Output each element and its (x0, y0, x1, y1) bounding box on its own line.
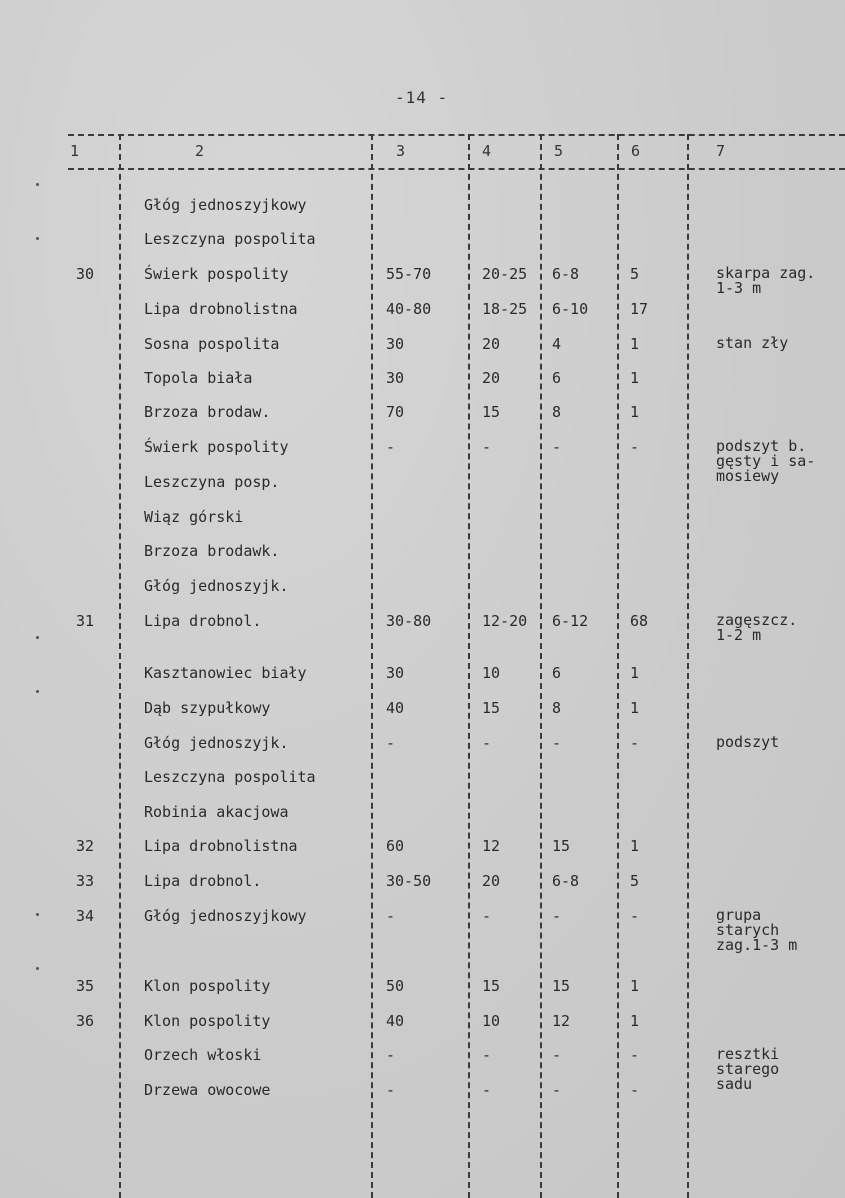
table-cell-c4: 20 (482, 872, 501, 890)
table-cell-c2: Lipa drobnol. (144, 872, 262, 890)
table-cell-c6: - (630, 1046, 640, 1064)
table-cell-c4: - (482, 1046, 492, 1064)
table-cell-c2: Głóg jednoszyjk. (144, 734, 289, 752)
table-cell-c3: 30 (386, 369, 405, 387)
table-cell-c6: 5 (630, 265, 640, 283)
table-cell-c1: 32 (75, 837, 95, 855)
table-cell-c5: 8 (552, 403, 562, 421)
table-cell-c2: Głóg jednoszyjkowy (144, 907, 307, 925)
header-col-2: 2 (195, 142, 205, 160)
table-cell-c4: 20-25 (482, 265, 528, 283)
table-cell-c5: - (552, 734, 562, 752)
table-cell-c2: Głóg jednoszyjk. (144, 577, 289, 595)
table-cell-c2: Kasztanowiec biały (144, 664, 307, 682)
table-cell-c3: 40 (386, 699, 405, 717)
table-cell-c3: - (386, 1081, 396, 1099)
table-cell-c3: 60 (386, 837, 405, 855)
column-divider (540, 134, 542, 1198)
table-cell-c2: Lipa drobnolistna (144, 300, 298, 318)
table-cell-c4: 15 (482, 977, 501, 995)
table-cell-c6: - (630, 734, 640, 752)
table-cell-c2: Lipa drobnol. (144, 612, 262, 630)
table-cell-c3: 30 (386, 335, 405, 353)
table-cell-c6: 68 (630, 612, 649, 630)
table-cell-c6: 1 (630, 664, 640, 682)
table-cell-c6: 5 (630, 872, 640, 890)
column-divider (617, 134, 619, 1198)
header-col-4: 4 (482, 142, 492, 160)
table-cell-c1: 31 (75, 612, 95, 630)
table-cell-c2: Orzech włoski (144, 1046, 262, 1064)
table-cell-c2: Topola biała (144, 369, 253, 387)
table-cell-c7: stan zły (716, 334, 789, 352)
table-cell-c7: zagęszcz. 1-2 m (716, 611, 798, 644)
table-cell-c2: Klon pospolity (144, 1012, 271, 1030)
table-cell-c6: 1 (630, 369, 640, 387)
table-cell-c3: 30-50 (386, 872, 432, 890)
table-cell-c6: 1 (630, 699, 640, 717)
table-cell-c2: Drzewa owocowe (144, 1081, 271, 1099)
table-cell-c7: skarpa zag. 1-3 m (716, 264, 816, 297)
table-cell-c3: - (386, 907, 396, 925)
header-col-7: 7 (716, 142, 726, 160)
header-col-1: 1 (70, 142, 80, 160)
table-cell-c3: - (386, 1046, 396, 1064)
table-cell-c6: - (630, 907, 640, 925)
table-top-rule (68, 134, 845, 136)
table-cell-c4: 10 (482, 664, 501, 682)
table-cell-c4: 12-20 (482, 612, 528, 630)
table-cell-c5: 6-12 (552, 612, 589, 630)
table-cell-c7: resztki starego sadu (716, 1045, 780, 1093)
table-cell-c5: - (552, 1046, 562, 1064)
table-cell-c2: Sosna pospolita (144, 335, 280, 353)
table-cell-c4: 15 (482, 403, 501, 421)
table-cell-c2: Dąb szypułkowy (144, 699, 271, 717)
table-cell-c3: 40-80 (386, 300, 432, 318)
table-cell-c2: Świerk pospolity (144, 265, 289, 283)
column-divider (119, 134, 121, 1198)
table-cell-c5: 15 (552, 977, 571, 995)
table-cell-c2: Klon pospolity (144, 977, 271, 995)
table-cell-c6: 1 (630, 977, 640, 995)
table-cell-c1: 35 (75, 977, 95, 995)
table-cell-c4: - (482, 438, 492, 456)
table-cell-c5: - (552, 1081, 562, 1099)
table-cell-c7: podszyt b. gęsty i sa- mosiewy (716, 437, 816, 485)
margin-mark (36, 237, 39, 240)
table-cell-c6: 1 (630, 403, 640, 421)
table-cell-c3: 30-80 (386, 612, 432, 630)
table-cell-c5: - (552, 907, 562, 925)
table-cell-c4: - (482, 1081, 492, 1099)
table-cell-c3: 50 (386, 977, 405, 995)
table-cell-c4: - (482, 907, 492, 925)
table-cell-c5: - (552, 438, 562, 456)
table-cell-c6: - (630, 1081, 640, 1099)
table-cell-c4: 10 (482, 1012, 501, 1030)
column-divider (468, 134, 470, 1198)
table-cell-c7: podszyt (716, 733, 780, 751)
table-cell-c2: Świerk pospolity (144, 438, 289, 456)
table-cell-c5: 6-8 (552, 265, 580, 283)
header-col-6: 6 (631, 142, 641, 160)
table-cell-c5: 6-8 (552, 872, 580, 890)
margin-mark (36, 183, 39, 186)
table-cell-c5: 6 (552, 369, 562, 387)
table-cell-c1: 30 (75, 265, 95, 283)
table-cell-c6: 1 (630, 335, 640, 353)
table-cell-c2: Leszczyna posp. (144, 473, 280, 491)
table-cell-c3: - (386, 438, 396, 456)
table-cell-c4: 15 (482, 699, 501, 717)
margin-mark (36, 913, 39, 916)
table-cell-c6: 1 (630, 1012, 640, 1030)
table-cell-c4: 12 (482, 837, 501, 855)
page-number: -14 - (395, 88, 449, 107)
table-cell-c4: - (482, 734, 492, 752)
table-cell-c5: 6 (552, 664, 562, 682)
header-col-5: 5 (554, 142, 564, 160)
table-cell-c4: 18-25 (482, 300, 528, 318)
table-cell-c3: 30 (386, 664, 405, 682)
table-cell-c4: 20 (482, 369, 501, 387)
table-cell-c1: 36 (75, 1012, 95, 1030)
table-cell-c3: - (386, 734, 396, 752)
column-divider (687, 134, 689, 1198)
margin-mark (36, 690, 39, 693)
table-cell-c4: 20 (482, 335, 501, 353)
table-cell-c7: grupa starych zag.1-3 m (716, 906, 798, 954)
table-cell-c1: 33 (75, 872, 95, 890)
table-cell-c5: 12 (552, 1012, 571, 1030)
table-cell-c2: Robinia akacjowa (144, 803, 289, 821)
table-cell-c6: 17 (630, 300, 649, 318)
table-cell-c3: 55-70 (386, 265, 432, 283)
table-cell-c2: Wiąz górski (144, 508, 244, 526)
table-cell-c3: 70 (386, 403, 405, 421)
table-cell-c2: Brzoza brodaw. (144, 403, 271, 421)
table-cell-c2: Głóg jednoszyjkowy (144, 196, 307, 214)
column-divider (371, 134, 373, 1198)
table-cell-c5: 4 (552, 335, 562, 353)
table-cell-c6: - (630, 438, 640, 456)
table-cell-c2: Lipa drobnolistna (144, 837, 298, 855)
table-cell-c5: 6-10 (552, 300, 589, 318)
table-cell-c5: 8 (552, 699, 562, 717)
table-cell-c2: Brzoza brodawk. (144, 542, 280, 560)
table-cell-c3: 40 (386, 1012, 405, 1030)
table-cell-c2: Leszczyna pospolita (144, 230, 316, 248)
table-cell-c1: 34 (75, 907, 95, 925)
table-cell-c6: 1 (630, 837, 640, 855)
margin-mark (36, 967, 39, 970)
header-col-3: 3 (396, 142, 406, 160)
table-cell-c2: Leszczyna pospolita (144, 768, 316, 786)
table-cell-c5: 15 (552, 837, 571, 855)
table-header-rule (68, 168, 845, 170)
margin-mark (36, 636, 39, 639)
